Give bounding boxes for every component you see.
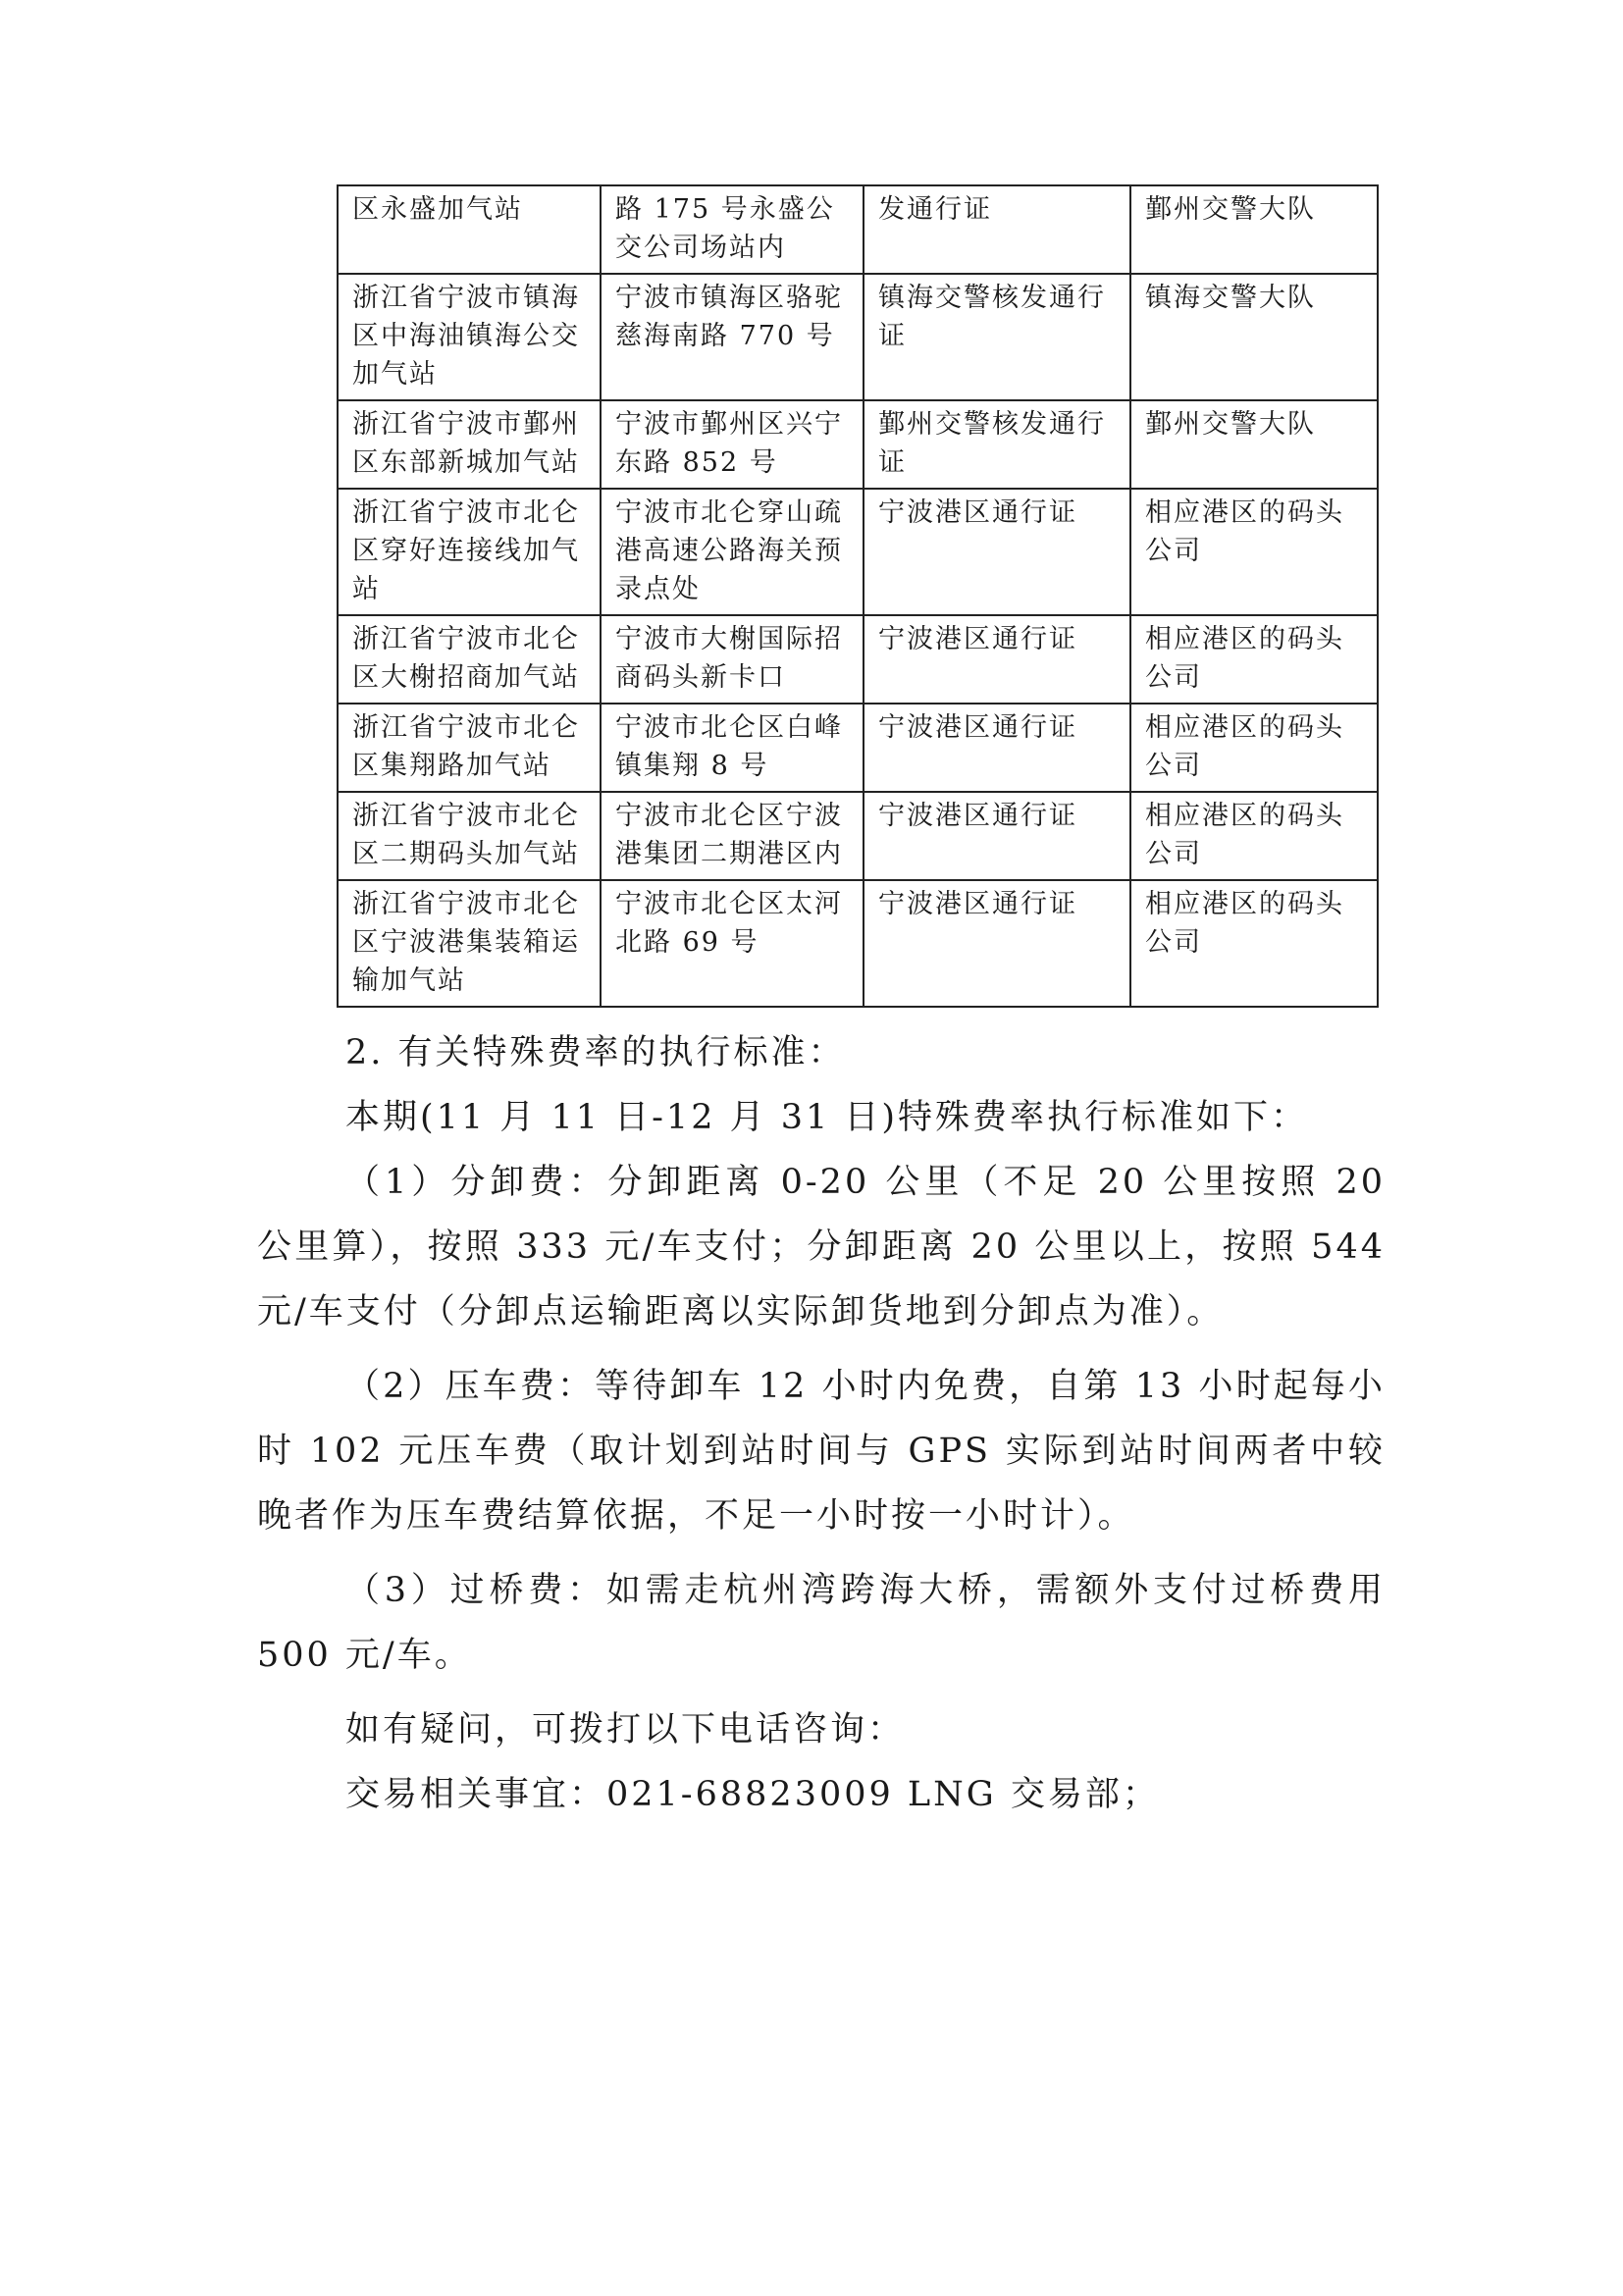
- table-row: [338, 792, 1378, 880]
- table-row: [338, 489, 1378, 615]
- permit-cell: 发通行证: [864, 185, 1130, 274]
- station-table-body: [338, 185, 1378, 1007]
- authority-cell: 鄞州交警大队: [1130, 400, 1378, 489]
- authority-cell: 镇海交警大队: [1130, 274, 1378, 400]
- permit-cell: 宁波港区通行证: [864, 489, 1130, 615]
- permit-cell: 镇海交警核发通行证: [864, 274, 1130, 400]
- station-name-cell: 浙江省宁波市北仑区集翔路加气站: [338, 704, 601, 792]
- permit-cell: 宁波港区通行证: [864, 880, 1130, 1007]
- station-name-cell: 区永盛加气站: [338, 185, 601, 274]
- table-row: [338, 704, 1378, 792]
- station-name-cell: 浙江省宁波市北仑区宁波港集装箱运输加气站: [338, 880, 601, 1007]
- section-2-heading: 2. 有关特殊费率的执行标准：: [345, 1033, 846, 1072]
- table-row: [338, 185, 1378, 274]
- station-address-cell: 宁波市大榭国际招商码头新卡口: [601, 615, 864, 704]
- fee-item-unloading: （1）分卸费：分卸距离 0-20 公里（不足 20 公里按照 20 公里算），按照 333 元/车支付；分卸距离 20 公里以上，按照 544 元/车支付（分卸点运输距离以实际卸货地到分卸点为准）。: [257, 1163, 1386, 1331]
- station-name-cell: 浙江省宁波市北仑区二期码头加气站: [338, 792, 601, 880]
- station-name-cell: 浙江省宁波市北仑区大榭招商加气站: [338, 615, 601, 704]
- station-address-cell: 宁波市北仑区白峰镇集翔 8 号: [601, 704, 864, 792]
- table-row: [338, 615, 1378, 704]
- authority-cell: 相应港区的码头公司: [1130, 489, 1378, 615]
- contact-trade: 交易相关事宜：021-68823009 LNG 交易部；: [345, 1775, 1160, 1814]
- station-address-cell: 宁波市鄞州区兴宁东路 852 号: [601, 400, 864, 489]
- authority-cell: 相应港区的码头公司: [1130, 704, 1378, 792]
- fee-item-detention: （2）压车费：等待卸车 12 小时内免费，自第 13 小时起每小时 102 元压车费（取计划到站时间与 GPS 实际到站时间两者中较晚者作为压车费结算依据，不足一小时按一小时计）。: [257, 1367, 1386, 1536]
- station-address-cell: 宁波市北仑区宁波港集团二期港区内: [601, 792, 864, 880]
- station-name-cell: 浙江省宁波市鄞州区东部新城加气站: [338, 400, 601, 489]
- authority-cell: 鄞州交警大队: [1130, 185, 1378, 274]
- permit-cell: 鄞州交警核发通行证: [864, 400, 1130, 489]
- authority-cell: 相应港区的码头公司: [1130, 880, 1378, 1007]
- fee-item-bridge: （3）过桥费：如需走杭州湾跨海大桥，需额外支付过桥费用 500 元/车。: [257, 1571, 1386, 1675]
- body-text: [257, 1020, 1386, 1827]
- table-row: [338, 880, 1378, 1007]
- table-row: [338, 274, 1378, 400]
- authority-cell: 相应港区的码头公司: [1130, 792, 1378, 880]
- station-name-cell: 浙江省宁波市镇海区中海油镇海公交加气站: [338, 274, 601, 400]
- station-address-cell: 宁波市北仑区太河北路 69 号: [601, 880, 864, 1007]
- permit-cell: 宁波港区通行证: [864, 615, 1130, 704]
- station-table: [337, 184, 1379, 1008]
- station-address-cell: 宁波市北仑穿山疏港高速公路海关预录点处: [601, 489, 864, 615]
- authority-cell: 相应港区的码头公司: [1130, 615, 1378, 704]
- permit-cell: 宁波港区通行证: [864, 792, 1130, 880]
- station-address-cell: 宁波市镇海区骆驼慈海南路 770 号: [601, 274, 864, 400]
- station-address-cell: 路 175 号永盛公交公司场站内: [601, 185, 864, 274]
- section-2-intro: 本期(11 月 11 日-12 月 31 日)特殊费率执行标准如下：: [345, 1098, 1309, 1137]
- station-name-cell: 浙江省宁波市北仑区穿好连接线加气站: [338, 489, 601, 615]
- table-row: [338, 400, 1378, 489]
- contact-intro: 如有疑问，可拨打以下电话咨询：: [345, 1710, 906, 1749]
- permit-cell: 宁波港区通行证: [864, 704, 1130, 792]
